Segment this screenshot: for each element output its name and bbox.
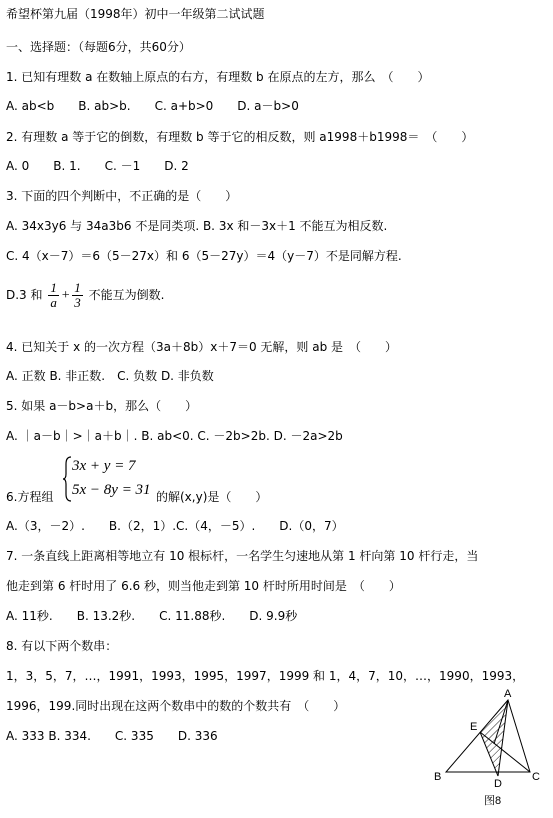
figure-caption: 图8 [484, 795, 502, 807]
question-4-options: A. 正数 B. 非正数. C. 负数 D. 非负数 [6, 369, 214, 383]
question-6-suffix: 的解(x,y)是（ ） [156, 490, 268, 504]
question-8-options: A. 333 B. 334. C. 335 D. 336 [6, 729, 218, 743]
question-3-option-c: C. 4（x－7）＝6（5－27x）和 6（5－27y）＝4（y－7）不是同解方程. [6, 249, 402, 263]
fraction-1-over-3 [72, 281, 83, 310]
question-2-options: A. 0 B. 1. C. －1 D. 2 [6, 159, 189, 173]
question-3-option-d-suffix: 不能互为倒数. [88, 288, 165, 302]
question-3-option-d [6, 280, 164, 311]
question-6-prefix: 6.方程组 [6, 490, 54, 504]
question-7-stem-line1: 7. 一条直线上距离相等地立有 10 根标杆，一名学生匀速地从第 1 杆向第 10 杆行走，当 [6, 549, 479, 563]
fraction-1-numerator: 1 [50, 280, 57, 295]
question-5-stem: 5. 如果 a－b>a＋b，那么（ ） [6, 399, 198, 413]
question-3-option-ab: A. 34x3y6 与 34a3b6 不是同类项. B. 3x 和－3x＋1 不能互为相反数. [6, 219, 388, 233]
label-a: A [504, 688, 512, 700]
question-8-stem: 8. 有以下两个数串： [6, 639, 118, 653]
question-1-stem: 1. 已知有理数 a 在数轴上原点的右方，有理数 b 在原点的左方，那么 （ ） [6, 70, 430, 84]
fraction-1-denominator: a [50, 295, 57, 310]
geometry-figure [428, 686, 548, 814]
label-e: E [470, 721, 478, 733]
segment-ec [480, 732, 530, 772]
equation-1: 3x + y = 7 [72, 458, 136, 474]
equation-2: 5x − 8y = 31 [72, 482, 151, 498]
label-d: D [494, 778, 502, 790]
label-c: C [532, 771, 540, 783]
question-8-line1: 1，3，5，7，…，1991，1993，1995，1997，1999 和 1，4，7，10，…，1990，1993， [6, 669, 525, 683]
fraction-1-over-a [48, 281, 59, 310]
question-7-stem-line2: 他走到第 6 杆时用了 6.6 秒，则当他走到第 10 杆时所用时间是 （ ） [6, 579, 401, 593]
plus-sign: + [60, 288, 71, 303]
question-3-stem: 3. 下面的四个判断中，不正确的是（ ） [6, 189, 238, 203]
question-5-options: A. ｜a－b｜>｜a＋b｜. B. ab<0. C. －2b>2b. D. －2a>2b [6, 429, 343, 443]
question-1-options: A. ab<b B. ab>b. C. a+b>0 D. a－b>0 [6, 99, 299, 113]
brace-icon [62, 456, 72, 502]
question-4-stem: 4. 已知关于 x 的一次方程（3a＋8b）x＋7＝0 无解，则 ab 是 （ ） [6, 340, 398, 354]
shaded-region [480, 700, 508, 776]
question-2-stem: 2. 有理数 a 等于它的倒数，有理数 b 等于它的相反数，则 a1998＋b1998＝ （ ） [6, 130, 474, 144]
label-b: B [434, 771, 442, 783]
fraction-2-denominator: 3 [74, 295, 81, 310]
question-3-option-d-prefix: D.3 和 [6, 288, 43, 302]
question-6-options: A.（3，－2）. B.（2，1）.C.（4，－5）. D.（0，7） [6, 519, 344, 533]
question-8-line2: 1996，199.同时出现在这两个数串中的数的个数共有 （ ） [6, 699, 346, 713]
page-title: 希望杯第九届（1998年）初中一年级第二试试题 [6, 7, 265, 21]
question-7-options: A. 11秒. B. 13.2秒. C. 11.88秒. D. 9.9秒 [6, 609, 298, 623]
fraction-2-numerator: 1 [74, 280, 81, 295]
section-heading: 一、选择题：（每题6分，共60分） [6, 40, 191, 54]
